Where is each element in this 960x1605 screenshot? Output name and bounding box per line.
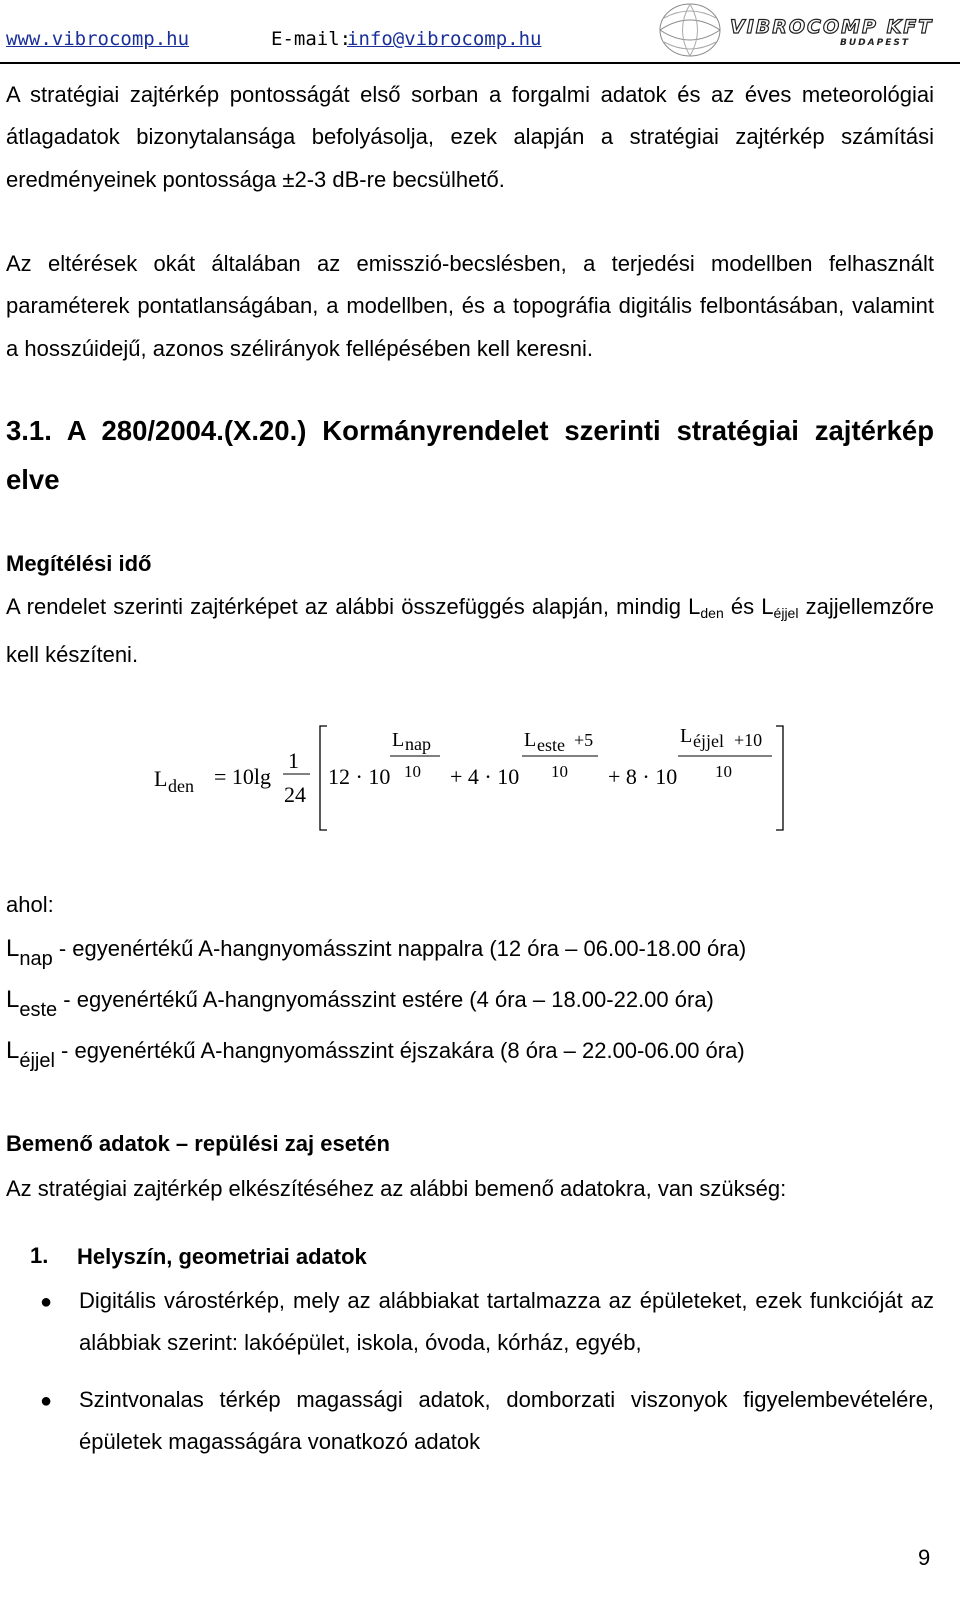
definition-lejjel: $L_{éjjel}$ - egyenértékű A-hangnyomásszint éjszakára (8 óra – 22.00-06.00 óra) bbox=[6, 1037, 745, 1072]
svg-text:den: den bbox=[168, 776, 194, 796]
lden-formula bbox=[150, 722, 790, 834]
list-number: 1. bbox=[30, 1243, 49, 1268]
email-label: E-mail: bbox=[271, 28, 352, 50]
website-link[interactable]: www.vibrocomp.hu bbox=[6, 28, 190, 50]
svg-text:L: L bbox=[680, 725, 693, 747]
header-rule bbox=[0, 62, 960, 64]
subheading-input-data: Bemenő adatok – repülési zaj esetén bbox=[6, 1131, 390, 1156]
svg-text:L: L bbox=[524, 729, 537, 751]
subheading-assessment-time: Megítélési idő bbox=[6, 551, 152, 576]
bullet-icon: ● bbox=[40, 1390, 53, 1412]
svg-text:12 · 10: 12 · 10 bbox=[328, 764, 391, 789]
svg-text:+5: +5 bbox=[574, 730, 594, 750]
ahol-label: ahol: bbox=[6, 892, 54, 917]
list-item: Digitális várostérkép, mely az alábbiakat tartalmazza az épületeket, ezek funkcióját az alábbiak szerint: lakóépület, iskola, óvoda, kórház, egyéb, bbox=[79, 1288, 934, 1356]
svg-text:10: 10 bbox=[404, 762, 421, 781]
svg-text:+ 4 · 10: + 4 · 10 bbox=[450, 764, 520, 789]
svg-text:L: L bbox=[154, 766, 168, 791]
paragraph-accuracy: A stratégiai zajtérkép pontosságát első sorban a forgalmi adatok és az éves meteorológiai átlagadatok bizonytalansága befolyásolja, ezek alapján a stratégiai zajtérkép számítási eredményeinek pontossága ±2-3 dB-re becsülhető. bbox=[6, 82, 934, 192]
svg-text:+10: +10 bbox=[734, 730, 763, 750]
definition-leste: $L_{este}$ - egyenértékű A-hangnyomásszint estére (4 óra – 18.00-22.00 óra) bbox=[6, 986, 714, 1021]
logo-city: BUDAPEST bbox=[840, 38, 910, 48]
svg-text:24: 24 bbox=[284, 782, 306, 807]
list-item: Szintvonalas térkép magassági adatok, domborzati viszonyok figyelembevételére, épületek magasságára vonatkozó adatok bbox=[79, 1387, 934, 1455]
svg-text:éjjel: éjjel bbox=[693, 731, 724, 751]
vibrocomp-logo bbox=[650, 0, 950, 66]
page-number: 9 bbox=[918, 1545, 931, 1570]
svg-text:este: este bbox=[537, 735, 565, 755]
svg-text:= 10lg: = 10lg bbox=[214, 764, 272, 789]
svg-text:nap: nap bbox=[405, 734, 431, 754]
svg-text:10: 10 bbox=[551, 762, 568, 781]
paragraph-input-data: Az stratégiai zajtérkép elkészítéséhez az alábbi bemenő adatokra, van szükség: bbox=[6, 1176, 787, 1201]
bullet-icon: ● bbox=[40, 1291, 53, 1313]
svg-text:10: 10 bbox=[715, 762, 732, 781]
email-link[interactable]: info@vibrocomp.hu bbox=[347, 28, 542, 50]
logo-name: VIBROCOMP KFT bbox=[730, 16, 934, 38]
list-title: Helyszín, geometriai adatok bbox=[77, 1244, 367, 1269]
svg-text:1: 1 bbox=[288, 748, 299, 773]
section-heading: 3.1. A 280/2004.(X.20.) Kormányrendelet szerinti stratégiai zajtérkép elve bbox=[6, 415, 934, 495]
page-header bbox=[0, 0, 960, 80]
svg-text:L: L bbox=[392, 729, 405, 751]
definition-lnap: $L_{nap}$ - egyenértékű A-hangnyomásszint nappalra (12 óra – 06.00-18.00 óra) bbox=[6, 935, 747, 970]
paragraph-deviations: Az eltérések okát általában az emisszió-becslésben, a terjedési modellben felhasznált paraméterek pontatlanságában, a modellben, és a topográfia digitális felbontásában, valamint a hosszúidejű, azonos szélirányok fellépésében kell keresni. bbox=[6, 251, 934, 361]
svg-text:+ 8 · 10: + 8 · 10 bbox=[608, 764, 678, 789]
paragraph-regulation: A rendelet szerinti zajtérképet az alábbi összefüggés alapján, mindig $L_{den}$ és $L_{éjjel}$ zajjellemzőre kell készíteni. bbox=[6, 594, 935, 668]
logo-globe-icon bbox=[660, 4, 720, 56]
